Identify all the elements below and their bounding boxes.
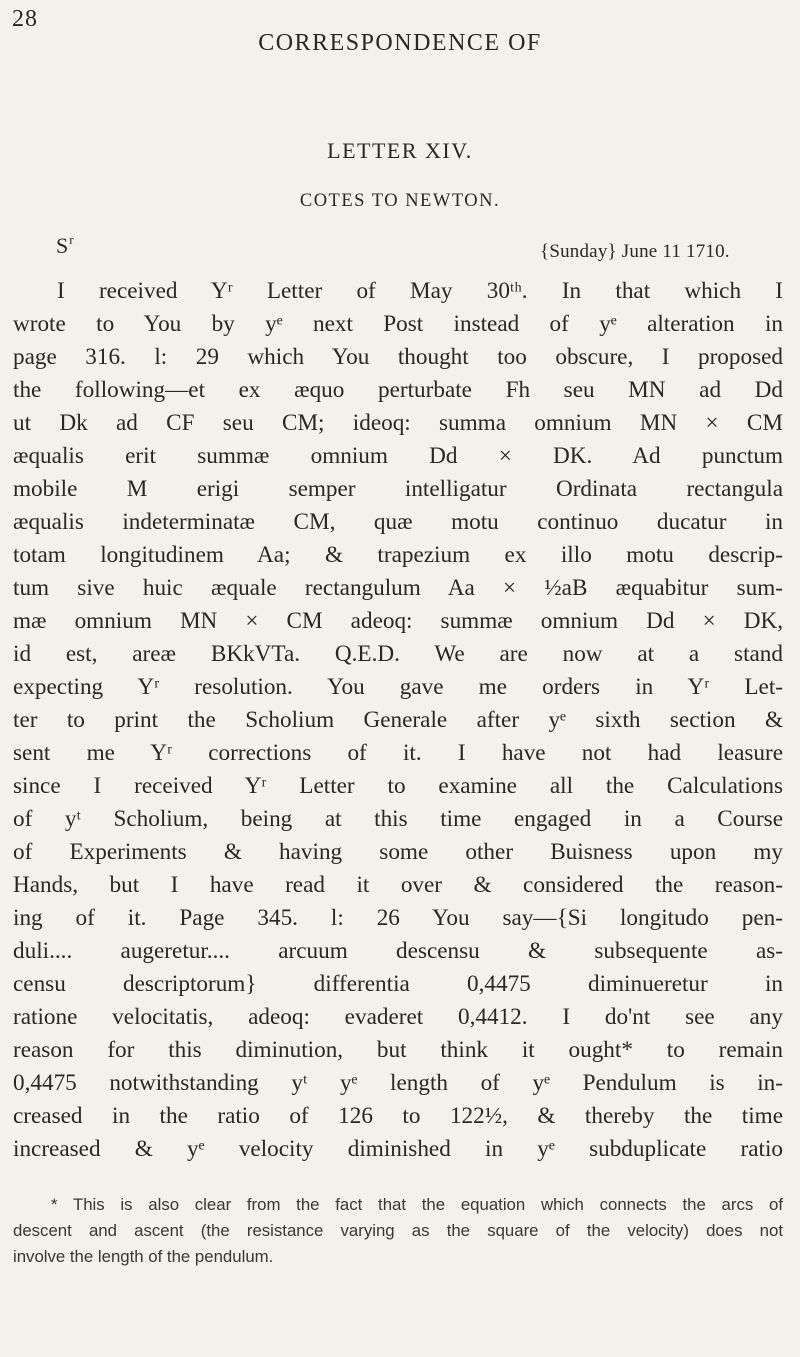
body-line: totam longitudinem Aa; & trapezium ex illo motu descrip- (13, 542, 783, 568)
body-line: censu descriptorum} differentia 0,4475 diminueretur in (13, 971, 783, 997)
body-line: ter to print the Scholium Generale after yᵉ sixth section & (13, 707, 783, 733)
footnote-line: involve the length of the pendulum. (13, 1247, 274, 1266)
body-line: duli.... augeretur.... arcuum descensu & subsequente as- (13, 938, 783, 964)
body-line: increased & yᵉ velocity diminished in yᵉ subduplicate ratio (13, 1136, 783, 1162)
body-line: ing of it. Page 345. l: 26 You say—{Si longitudo pen- (13, 905, 783, 931)
body-line: sent me Yʳ corrections of it. I have not had leasure (13, 740, 783, 766)
letter-title: LETTER XIV. (327, 138, 473, 163)
body-line: of Experiments & having some other Buisness upon my (13, 839, 783, 865)
body-line: tum sive huic æquale rectangulum Aa × ½aB æquabitur sum- (13, 575, 783, 601)
body-line: æqualis indeterminatæ CM, quæ motu continuo ducatur in (13, 509, 783, 535)
body-line: Hands, but I have read it over & considered the reason- (13, 872, 783, 898)
footnote (13, 1192, 783, 1270)
letter-body (13, 275, 783, 1166)
body-line: of yᵗ Scholium, being at this time engaged in a Course (13, 806, 783, 832)
body-line: expecting Yʳ resolution. You gave me orders in Yʳ Let- (13, 674, 783, 700)
salutation (56, 232, 74, 259)
page-number: 28 (12, 6, 38, 32)
body-line: 0,4475 notwithstanding yᵗ yᵉ length of yᵉ Pendulum is in- (13, 1070, 783, 1096)
body-line: I received Yʳ Letter of May 30ᵗʰ. In that which I (57, 278, 783, 304)
body-line: reason for this diminution, but think it ought* to remain (13, 1037, 783, 1063)
body-line: wrote to You by yᵉ next Post instead of yᵉ alteration in (13, 311, 783, 337)
salutation-text: S (56, 233, 69, 258)
body-line: mæ omnium MN × CM adeoq: summæ omnium Dd × DK, (13, 608, 783, 634)
body-line: id est, areæ BKkVTa. Q.E.D. We are now at a stand (13, 641, 783, 667)
body-line: ut Dk ad CF seu CM; ideoq: summa omnium MN × CM (13, 410, 783, 436)
letter-subtitle: COTES TO NEWTON. (299, 191, 501, 211)
running-head: CORRESPONDENCE OF (258, 30, 542, 56)
body-line: mobile M erigi semper intelligatur Ordinata rectangula (13, 476, 783, 502)
footnote-line: * This is also clear from the fact that the equation which connects the arcs of (51, 1195, 783, 1214)
body-line: since I received Yʳ Letter to examine all the Calculations (13, 773, 783, 799)
body-line: creased in the ratio of 126 to 122½, & thereby the time (13, 1103, 783, 1129)
body-line: æqualis erit summæ omnium Dd × DK. Ad punctum (13, 443, 783, 469)
body-line: the following—et ex æquo perturbate Fh seu MN ad Dd (13, 377, 783, 403)
body-line: page 316. l: 29 which You thought too obscure, I proposed (13, 344, 783, 370)
letter-date: {Sunday} June 11 1710. (540, 241, 730, 262)
salutation-superscript: r (69, 232, 74, 247)
body-line: ratione velocitatis, adeoq: evaderet 0,4412. I do'nt see any (13, 1004, 783, 1030)
footnote-line: descent and ascent (the resistance varying as the square of the velocity) does not (13, 1221, 783, 1240)
